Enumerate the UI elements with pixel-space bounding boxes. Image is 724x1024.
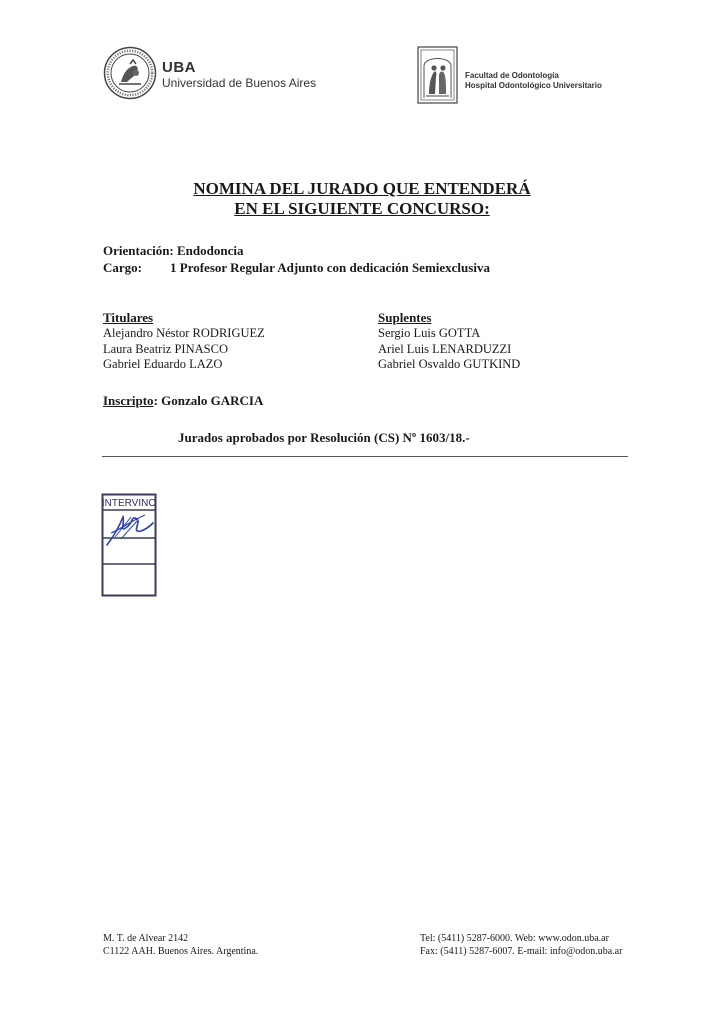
- cargo-line: [103, 260, 490, 276]
- inscripto-line: [103, 393, 263, 409]
- hospital-name: Hospital Odontológico Universitario: [465, 81, 602, 90]
- suplente-name: Ariel Luis LENARDUZZI: [378, 341, 512, 356]
- titulares-heading: Titulares: [103, 310, 154, 325]
- address-line-1: M. T. de Alvear 2142: [103, 933, 189, 944]
- suplentes-column: [378, 310, 520, 373]
- footer-address: [103, 932, 258, 958]
- faculty-name-block: [465, 71, 602, 91]
- suplentes-heading: Suplentes: [378, 310, 432, 325]
- address-line-2: C1122 AAH. Buenos Aires. Argentina.: [103, 946, 259, 957]
- title-line-2: EN EL SIGUIENTE CONCURSO:: [234, 199, 490, 218]
- uba-brand: [162, 60, 316, 90]
- titular-name: Alejandro Néstor RODRIGUEZ: [103, 326, 265, 340]
- titular-name: Laura Beatriz PINASCO: [103, 341, 228, 356]
- inscripto-separator: :: [153, 393, 158, 408]
- orientacion-value: Endodoncia: [177, 243, 244, 258]
- title-line-1: NOMINA DEL JURADO QUE ENTENDERÁ: [193, 179, 531, 198]
- faculty-name: Facultad de Odontología: [465, 71, 559, 80]
- suplente-name: Sergio Luis GOTTA: [378, 326, 481, 340]
- intervino-stamp: [101, 493, 157, 597]
- orientacion-label: Orientación:: [103, 243, 174, 258]
- suplente-name: Gabriel Osvaldo GUTKIND: [378, 357, 521, 371]
- titular-name: Gabriel Eduardo LAZO: [103, 357, 223, 371]
- contact-line-2: Fax: (5411) 5287-6007. E-mail: info@odon.uba.ar: [420, 946, 623, 957]
- contact-line-1: Tel: (5411) 5287-6000. Web: www.odon.uba.ar: [420, 933, 609, 944]
- footer-contact: [420, 932, 622, 958]
- uba-seal-logo: [103, 46, 157, 100]
- titulares-column: [103, 310, 265, 373]
- document-title: [0, 179, 724, 219]
- resolution-note: Jurados aprobados por Resolución (CS) Nº 1603/18.-: [178, 430, 470, 445]
- cargo-label: Cargo:: [103, 260, 142, 275]
- inscripto-value: Gonzalo GARCIA: [161, 393, 264, 408]
- stamp-label: INTERVINO: [101, 498, 157, 509]
- inscripto-label: Inscripto: [103, 393, 154, 408]
- uba-subtitle: Universidad de Buenos Aires: [162, 76, 317, 90]
- cargo-value: 1 Profesor Regular Adjunto con dedicación Semiexclusiva: [170, 260, 490, 275]
- faculty-seal-logo: [417, 46, 458, 104]
- signature-scribble: [107, 517, 153, 545]
- uba-name: UBA: [162, 59, 196, 76]
- horizontal-rule: [102, 456, 628, 457]
- orientacion-line: [103, 243, 244, 259]
